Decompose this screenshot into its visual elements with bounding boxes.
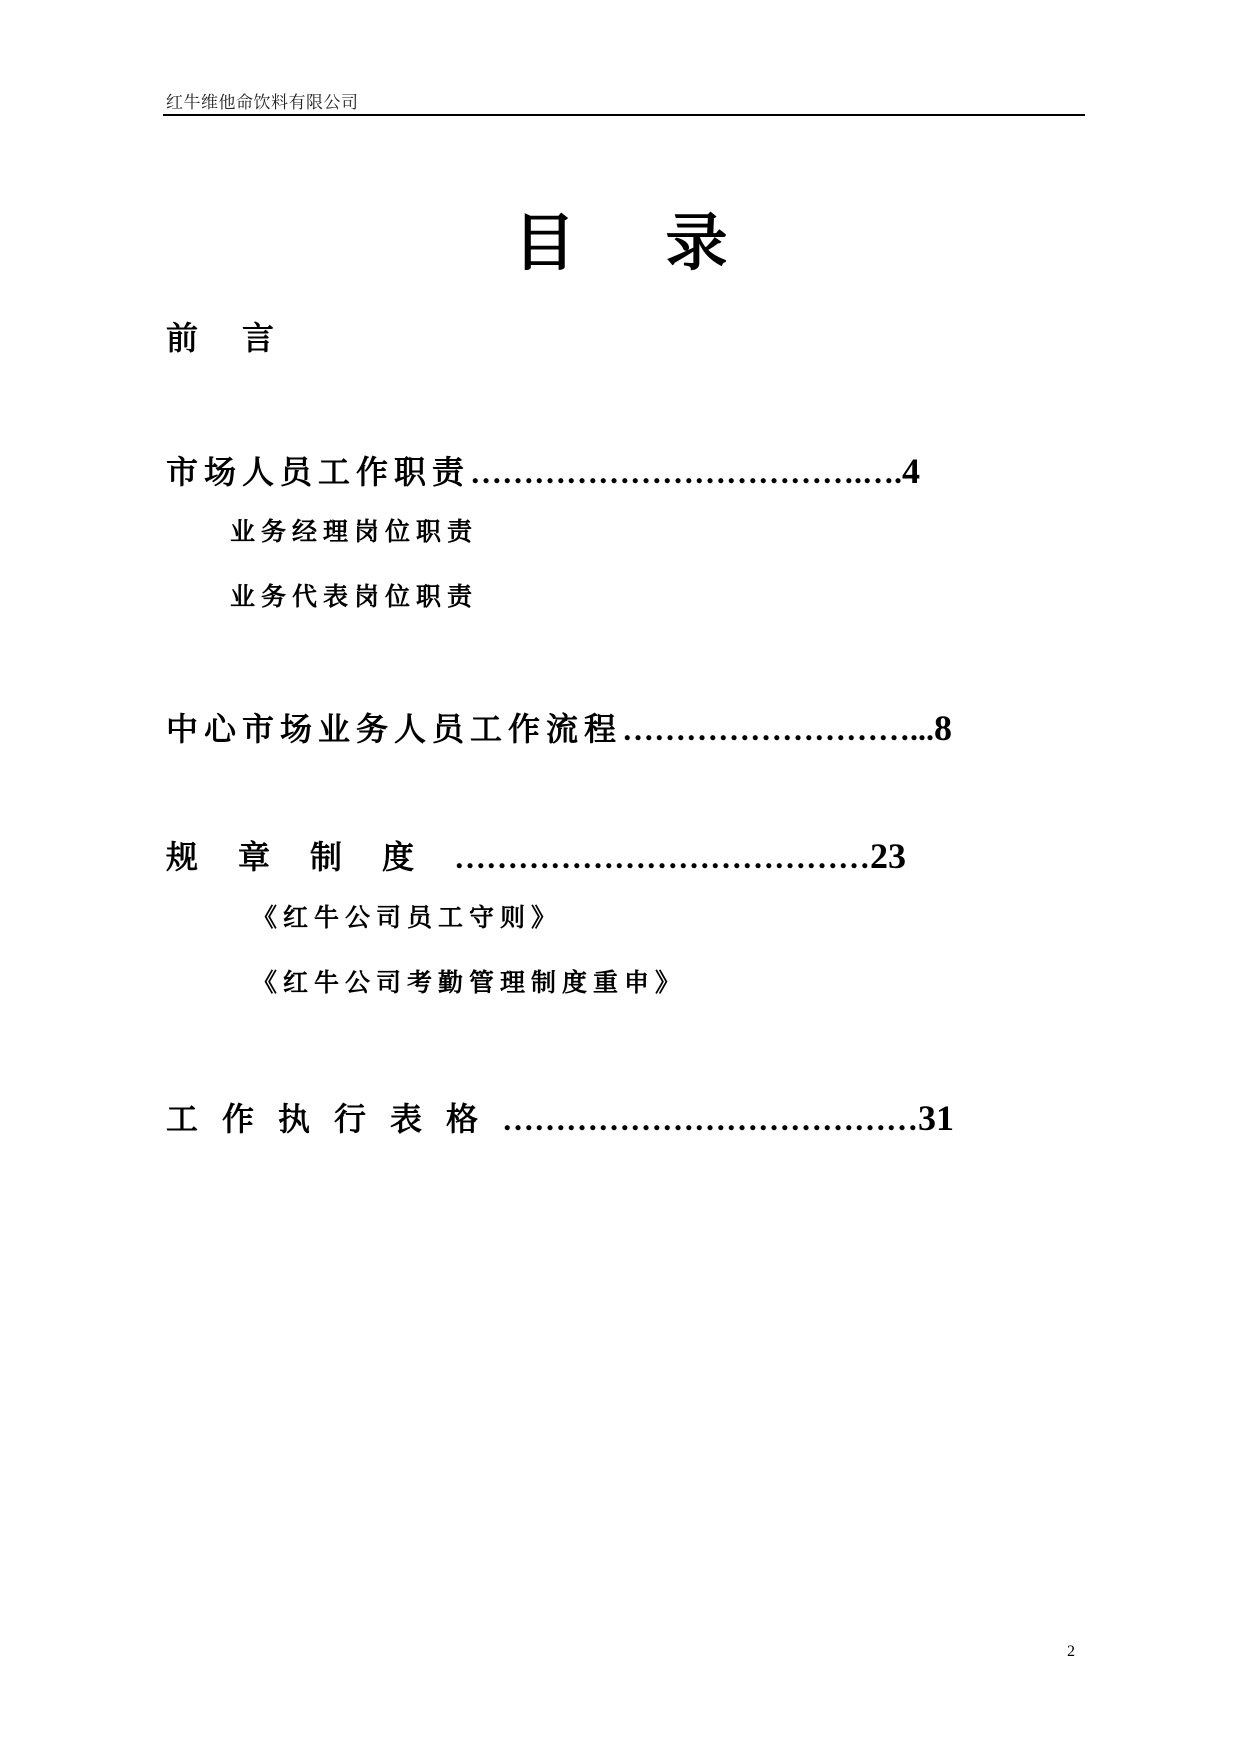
- toc-title: 目录: [513, 206, 818, 279]
- toc-entry-leader: …………………………………: [502, 1101, 919, 1137]
- toc-preface: 前言: [166, 319, 319, 357]
- company-name: 红牛维他命饮料有限公司: [166, 93, 359, 113]
- toc-entry-label: 规章制度: [166, 838, 455, 876]
- toc-subentry-employee-code[interactable]: 《红牛公司员工守则》: [252, 903, 563, 932]
- toc-entry-leader: ………………………...: [622, 711, 935, 747]
- toc-entry-work-forms[interactable]: [166, 1100, 954, 1136]
- toc-entry-leader: ……………………………….….: [470, 454, 903, 490]
- toc-entry-label: 市场人员工作职责: [166, 453, 471, 491]
- toc-entry-central-market-workflow[interactable]: [166, 710, 952, 746]
- page-number: 2: [1067, 1643, 1075, 1660]
- toc-entry-page: 23: [870, 836, 907, 876]
- toc-entry-label: 工作执行表格: [166, 1100, 503, 1138]
- toc-subentry-business-manager-duties[interactable]: 业务经理岗位职责: [230, 517, 479, 546]
- toc-entry-rules-regulations[interactable]: [166, 838, 906, 874]
- toc-subentry-attendance-policy[interactable]: 《红牛公司考勤管理制度重申》: [252, 968, 687, 997]
- toc-entry-page: 8: [934, 708, 953, 748]
- toc-entry-page: 4: [902, 451, 921, 491]
- toc-subentry-sales-rep-duties[interactable]: 业务代表岗位职责: [230, 582, 479, 611]
- toc-entry-leader: …………………………………: [454, 839, 871, 875]
- header-divider: [163, 114, 1085, 116]
- toc-entry-label: 中心市场业务人员工作流程: [166, 710, 623, 748]
- toc-entry-market-staff-duties[interactable]: [166, 453, 920, 489]
- toc-entry-page: 31: [918, 1098, 955, 1138]
